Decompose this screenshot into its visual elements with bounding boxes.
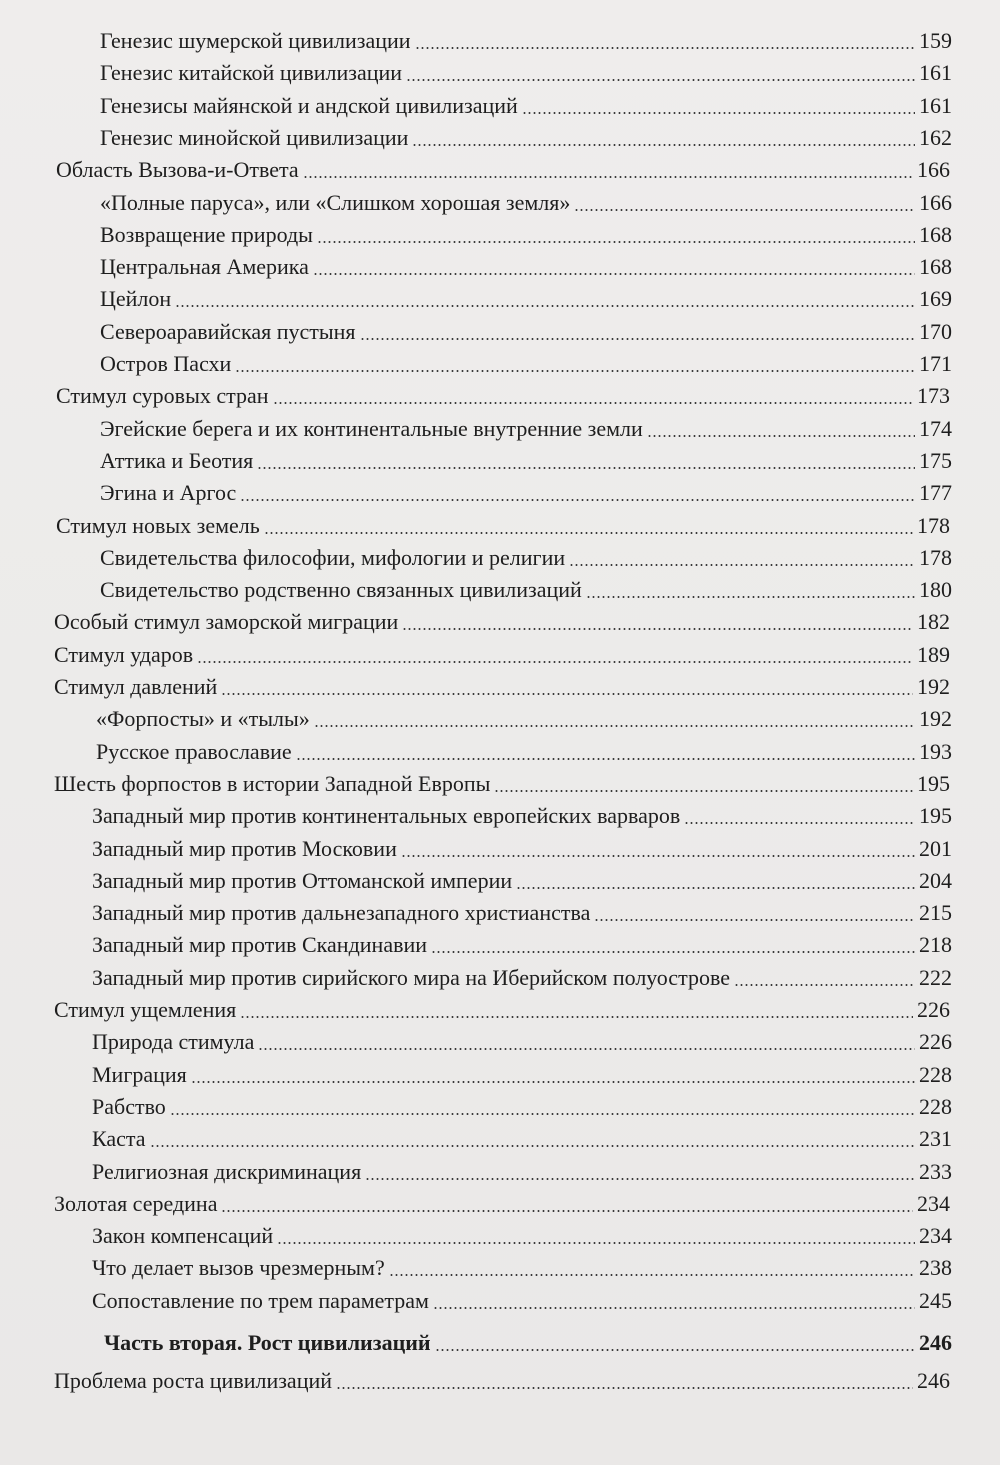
toc-entry-page-number: 174 <box>919 415 952 441</box>
toc-entry-title: Генезис китайской цивилизации <box>100 60 403 86</box>
toc-entry-title: Аттика и Беотия <box>100 447 254 473</box>
toc-entry <box>92 963 952 993</box>
toc-entry <box>100 188 952 218</box>
toc-entry-title: Стимул новых земель <box>56 512 260 538</box>
toc-entry <box>100 123 952 153</box>
dot-leader <box>412 144 915 146</box>
toc-entry-page-number: 195 <box>917 770 950 796</box>
toc-entry-page-number: 234 <box>919 1223 952 1249</box>
dot-leader <box>516 887 915 889</box>
toc-entry-title: «Форпосты» и «тылы» <box>96 706 310 732</box>
toc-entry-title: Область Вызова-и-Ответа <box>56 157 299 183</box>
dot-leader <box>170 1113 915 1115</box>
dot-leader <box>257 467 915 469</box>
toc-entry-title: Западный мир против сирийского мира на Иберийском полуострове <box>92 964 730 990</box>
toc-entry-title: Закон компенсаций <box>92 1223 274 1249</box>
toc-entry-title: Стимул суровых стран <box>56 383 269 409</box>
toc-entry-title: Стимул ударов <box>54 641 194 667</box>
toc-entry <box>92 1092 952 1122</box>
toc-entry-page-number: 162 <box>919 124 952 150</box>
toc-entry <box>92 1253 952 1283</box>
toc-entry-page-number: 168 <box>919 254 952 280</box>
dot-leader <box>240 1016 913 1018</box>
toc-entry-page-number: 246 <box>919 1330 952 1355</box>
toc-entry <box>54 1366 950 1396</box>
toc-entry-page-number: 204 <box>919 867 952 893</box>
dot-leader <box>277 1242 915 1244</box>
toc-entry-title: Генезис шумерской цивилизации <box>100 28 411 53</box>
toc-entry <box>96 704 952 734</box>
toc-entry-page-number: 166 <box>917 157 950 183</box>
toc-entry <box>96 737 952 767</box>
toc-entry-title: Центральная Америка <box>100 254 309 280</box>
toc-entry-title: «Полные паруса», или «Слишком хорошая земля» <box>100 189 571 215</box>
toc-entry-page-number: 226 <box>917 997 950 1022</box>
dot-leader <box>594 919 915 921</box>
dot-leader <box>296 758 915 760</box>
toc-entry <box>54 995 950 1025</box>
toc-entry <box>92 898 952 928</box>
toc-entry <box>56 511 950 541</box>
toc-entry-page-number: 161 <box>919 92 952 118</box>
toc-entry-page-number: 201 <box>919 835 952 861</box>
toc-entry-page-number: 178 <box>919 544 952 570</box>
toc-entry <box>54 1189 950 1219</box>
toc-entry-page-number: 180 <box>919 577 952 603</box>
toc-entry <box>100 58 952 88</box>
toc-entry <box>54 607 950 637</box>
toc-entry-title: Возвращение природы <box>100 221 313 247</box>
toc-entry-title: Западный мир против Оттоманской империи <box>92 867 513 893</box>
toc-entry-title: Североаравийская пустыня <box>100 318 356 344</box>
dot-leader <box>574 209 915 211</box>
dot-leader <box>221 693 913 695</box>
dot-leader <box>494 790 913 792</box>
dot-leader <box>264 532 913 534</box>
toc-entry-page-number: 218 <box>919 932 952 958</box>
dot-leader <box>402 628 913 630</box>
toc-entry <box>100 349 952 379</box>
toc-entry-page-number: 193 <box>919 738 952 764</box>
dot-leader <box>586 596 915 598</box>
toc-entry <box>100 91 952 121</box>
dot-leader <box>522 112 915 114</box>
toc-entry-page-number: 166 <box>919 189 952 215</box>
dot-leader <box>389 1274 915 1276</box>
toc-entry-page-number: 168 <box>919 221 952 247</box>
toc-entry-title: Сопоставление по трем параметрам <box>92 1287 429 1313</box>
toc-entry-page-number: 233 <box>919 1158 952 1184</box>
dot-leader <box>365 1178 915 1180</box>
toc-entry <box>92 1027 952 1057</box>
toc-entry <box>54 640 950 670</box>
toc-entry-title: Эгейские берега и их континентальные внутренние земли <box>100 415 643 441</box>
toc-entry-title: Каста <box>92 1126 146 1152</box>
toc-entry-page-number: 195 <box>919 803 952 829</box>
toc-entry <box>56 381 950 411</box>
toc-entry-page-number: 169 <box>919 286 952 312</box>
toc-entry-title: Шесть форпостов в истории Западной Европы <box>54 770 491 796</box>
dot-leader <box>197 661 913 663</box>
toc-entry-title: Свидетельство родственно связанных цивилизаций <box>100 577 582 603</box>
toc-entry-page-number: 177 <box>919 480 952 506</box>
toc-entry-page-number: 228 <box>919 1061 952 1087</box>
dot-leader <box>175 305 915 307</box>
toc-entry-title: Часть вторая. Рост цивилизаций <box>104 1330 431 1355</box>
toc-entry-title: Западный мир против континентальных европейских варваров <box>92 803 681 829</box>
toc-entry-title: Свидетельства философии, мифологии и религии <box>100 544 566 570</box>
toc-entry-title: Русское православие <box>96 738 292 764</box>
toc-entry-page-number: 182 <box>917 609 950 635</box>
toc-entry-title: Остров Пасхи <box>100 351 232 376</box>
toc-entry <box>100 220 952 250</box>
toc-entry <box>100 252 952 282</box>
dot-leader <box>313 273 915 275</box>
toc-entry-page-number: 170 <box>919 318 952 344</box>
dot-leader <box>314 725 915 727</box>
dot-leader <box>191 1081 915 1083</box>
toc-entry-title: Западный мир против Московии <box>92 835 397 861</box>
toc-entry-page-number: 226 <box>919 1029 952 1055</box>
dot-leader <box>317 241 915 243</box>
toc-entry-page-number: 171 <box>919 351 952 376</box>
toc-entry <box>92 866 952 896</box>
dot-leader <box>647 435 915 437</box>
toc-entry-page-number: 222 <box>919 964 952 990</box>
toc-entry <box>92 834 952 864</box>
toc-entry <box>100 575 952 605</box>
toc-entry-page-number: 192 <box>919 706 952 732</box>
toc-entry-title: Эгина и Аргос <box>100 480 237 506</box>
toc-entry-page-number: 228 <box>919 1093 952 1119</box>
dot-leader <box>258 1048 915 1050</box>
dot-leader <box>433 1307 915 1309</box>
toc-entry <box>92 801 952 831</box>
dot-leader <box>435 1349 915 1351</box>
toc-entry <box>100 478 952 508</box>
toc-entry-page-number: 231 <box>919 1126 952 1152</box>
toc-entry-title: Проблема роста цивилизаций <box>54 1368 333 1394</box>
toc-entry <box>92 1286 952 1316</box>
toc-entry-title: Золотая середина <box>54 1190 218 1216</box>
toc-entry-title: Природа стимула <box>92 1029 255 1055</box>
toc-entry <box>92 1221 952 1251</box>
toc-entry <box>100 317 952 347</box>
toc-entry <box>92 1060 952 1090</box>
toc-entry-title: Генезисы майянской и андской цивилизаций <box>100 92 518 118</box>
toc-entry-page-number: 234 <box>917 1190 950 1216</box>
toc-entry-title: Цейлон <box>100 286 172 312</box>
dot-leader <box>415 47 915 49</box>
dot-leader <box>431 951 915 953</box>
toc-entry <box>92 1157 952 1187</box>
toc-entry-page-number: 175 <box>919 447 952 473</box>
dot-leader <box>401 855 915 857</box>
toc-entry-page-number: 173 <box>917 383 950 409</box>
toc-entry-title: Стимул давлений <box>54 674 218 699</box>
toc-entry <box>100 446 952 476</box>
toc-entry <box>104 1328 952 1358</box>
toc-entry <box>100 284 952 314</box>
dot-leader <box>221 1210 913 1212</box>
dot-leader <box>734 984 915 986</box>
toc-entry-page-number: 192 <box>917 674 950 699</box>
toc-entry-page-number: 215 <box>919 900 952 926</box>
toc-entry <box>56 155 950 185</box>
dot-leader <box>240 499 915 501</box>
toc-entry-page-number: 178 <box>917 512 950 538</box>
toc-entry <box>92 1124 952 1154</box>
dot-leader <box>235 370 915 372</box>
toc-entry <box>92 930 952 960</box>
toc-entry-title: Особый стимул заморской миграции <box>54 609 399 635</box>
toc-entry-title: Рабство <box>92 1093 166 1119</box>
toc-entry-title: Миграция <box>92 1061 187 1087</box>
toc-entry <box>100 26 952 56</box>
toc-entry-title: Западный мир против дальнезападного христианства <box>92 900 591 926</box>
toc-entry-title: Западный мир против Скандинавии <box>92 932 428 958</box>
toc-entry <box>100 543 952 573</box>
toc-entry-page-number: 245 <box>919 1287 952 1313</box>
dot-leader <box>273 402 913 404</box>
dot-leader <box>303 176 913 178</box>
toc-entry-page-number: 161 <box>919 60 952 86</box>
toc-entry-page-number: 238 <box>919 1255 952 1281</box>
dot-leader <box>406 79 915 81</box>
toc-entry-page-number: 159 <box>919 28 952 53</box>
toc-entry <box>54 769 950 799</box>
toc-entry-title: Стимул ущемления <box>54 997 237 1022</box>
dot-leader <box>150 1145 915 1147</box>
toc-entry-title: Религиозная дискриминация <box>92 1158 362 1184</box>
dot-leader <box>569 564 915 566</box>
toc-entry-page-number: 189 <box>917 641 950 667</box>
toc-entry-title: Что делает вызов чрезмерным? <box>92 1255 385 1281</box>
toc-entry-title: Генезис минойской цивилизации <box>100 124 409 150</box>
toc-entry <box>54 672 950 702</box>
toc-entry <box>100 414 952 444</box>
dot-leader <box>336 1387 913 1389</box>
toc-entry-page-number: 246 <box>917 1368 950 1394</box>
dot-leader <box>684 822 915 824</box>
dot-leader <box>360 338 915 340</box>
